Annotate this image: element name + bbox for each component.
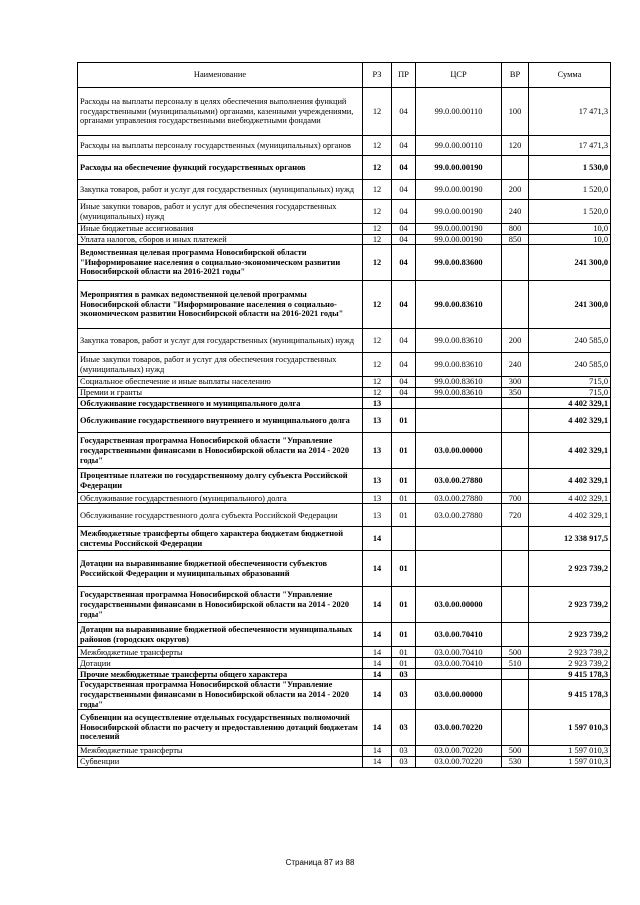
cell-name: Государственная программа Новосибирской области "Управление государственными финансами в Новосибирской области на 2014 - 2020 годы": [78, 433, 363, 469]
cell-name: Межбюджетные трансферты: [78, 647, 363, 658]
cell-rz: 13: [363, 493, 392, 504]
table-row: [78, 234, 611, 245]
cell-sum: 1 597 010,3: [529, 710, 611, 746]
cell-name: Обслуживание государственного долга субъекта Российской Федерации: [78, 504, 363, 527]
cell-rz: 12: [363, 329, 392, 353]
cell-pr: 01: [392, 469, 416, 493]
cell-rz: 12: [363, 180, 392, 200]
cell-rz: 14: [363, 680, 392, 710]
table-row: [78, 551, 611, 587]
table-row: [78, 224, 611, 235]
header-pr: ПР: [392, 63, 416, 88]
cell-csr: 99.0.00.83610: [416, 329, 502, 353]
cell-rz: 13: [363, 504, 392, 527]
cell-pr: 04: [392, 281, 416, 329]
cell-rz: 14: [363, 623, 392, 647]
cell-name: Расходы на выплаты персоналу государственных (муниципальных) органов: [78, 136, 363, 156]
cell-vr: 240: [502, 200, 529, 224]
cell-vr: 120: [502, 136, 529, 156]
cell-sum: 240 585,0: [529, 353, 611, 377]
cell-sum: 2 923 739,2: [529, 587, 611, 623]
cell-sum: 715,0: [529, 387, 611, 398]
cell-name: Дотации на выравнивание бюджетной обеспеченности субъектов Российской Федерации и муниципальных образований: [78, 551, 363, 587]
cell-vr: 700: [502, 493, 529, 504]
cell-sum: 240 585,0: [529, 329, 611, 353]
cell-pr: 04: [392, 377, 416, 388]
cell-pr: 04: [392, 234, 416, 245]
table-row: [78, 433, 611, 469]
cell-name: Иные бюджетные ассигнования: [78, 224, 363, 235]
cell-pr: 03: [392, 710, 416, 746]
cell-rz: 14: [363, 587, 392, 623]
cell-name: Иные закупки товаров, работ и услуг для обеспечения государственных (муниципальных) нужд: [78, 200, 363, 224]
cell-csr: 99.0.00.83610: [416, 353, 502, 377]
cell-vr: [502, 680, 529, 710]
budget-table: [77, 62, 611, 768]
cell-csr: 03.0.00.70220: [416, 757, 502, 768]
cell-csr: [416, 527, 502, 551]
cell-rz: 14: [363, 551, 392, 587]
cell-vr: 300: [502, 377, 529, 388]
cell-sum: 1 597 010,3: [529, 757, 611, 768]
header-csr: ЦСР: [416, 63, 502, 88]
cell-pr: 04: [392, 136, 416, 156]
cell-name: Социальное обеспечение и иные выплаты населению: [78, 377, 363, 388]
table-row: [78, 180, 611, 200]
table-row: [78, 200, 611, 224]
table-row: [78, 409, 611, 433]
cell-name: Государственная программа Новосибирской области "Управление государственными финансами в Новосибирской области на 2014 - 2020 годы": [78, 587, 363, 623]
cell-rz: 12: [363, 200, 392, 224]
cell-rz: 12: [363, 224, 392, 235]
cell-csr: 99.0.00.83610: [416, 387, 502, 398]
cell-pr: 03: [392, 757, 416, 768]
cell-name: Мероприятия в рамках ведомственной целевой программы Новосибирской области "Информирование населения о социально-экономическом развитии Новосибирской области на 2016-2021 годы": [78, 281, 363, 329]
cell-vr: 510: [502, 658, 529, 669]
table-row: [78, 647, 611, 658]
cell-csr: 03.0.00.00000: [416, 587, 502, 623]
cell-name: Уплата налогов, сборов и иных платежей: [78, 234, 363, 245]
cell-pr: 01: [392, 551, 416, 587]
cell-sum: 4 402 329,1: [529, 398, 611, 409]
cell-name: Прочие межбюджетные трансферты общего характера: [78, 669, 363, 680]
cell-sum: 4 402 329,1: [529, 469, 611, 493]
table-header-row: [78, 63, 611, 88]
cell-pr: 04: [392, 88, 416, 136]
cell-pr: 01: [392, 623, 416, 647]
cell-sum: 17 471,3: [529, 88, 611, 136]
cell-name: Закупка товаров, работ и услуг для государственных (муниципальных) нужд: [78, 180, 363, 200]
cell-vr: [502, 398, 529, 409]
cell-vr: [502, 551, 529, 587]
table-row: [78, 281, 611, 329]
cell-csr: 03.0.00.27880: [416, 469, 502, 493]
header-vr: ВР: [502, 63, 529, 88]
cell-name: Межбюджетные трансферты: [78, 746, 363, 757]
cell-csr: [416, 398, 502, 409]
cell-vr: 200: [502, 180, 529, 200]
cell-vr: [502, 669, 529, 680]
cell-csr: 99.0.00.00190: [416, 200, 502, 224]
cell-pr: 04: [392, 387, 416, 398]
table-row: [78, 329, 611, 353]
cell-sum: 2 923 739,2: [529, 623, 611, 647]
cell-csr: 99.0.00.83610: [416, 377, 502, 388]
cell-rz: 14: [363, 647, 392, 658]
cell-csr: 99.0.00.83610: [416, 281, 502, 329]
table-row: [78, 493, 611, 504]
cell-rz: 13: [363, 398, 392, 409]
cell-csr: [416, 409, 502, 433]
cell-pr: 01: [392, 658, 416, 669]
cell-name: Иные закупки товаров, работ и услуг для обеспечения государственных (муниципальных) нужд: [78, 353, 363, 377]
cell-sum: 10,0: [529, 224, 611, 235]
cell-sum: 2 923 739,2: [529, 647, 611, 658]
table-row: [78, 387, 611, 398]
cell-csr: 99.0.00.00190: [416, 224, 502, 235]
cell-name: Расходы на выплаты персоналу в целях обеспечения выполнения функций государственными (муниципальными) органами, казенными учреждениями, органами управления государственными внебюджетными фондами: [78, 88, 363, 136]
cell-name: Процентные платежи по государственному долгу субъекта Российской Федерации: [78, 469, 363, 493]
cell-pr: 04: [392, 156, 416, 180]
cell-vr: 240: [502, 353, 529, 377]
cell-name: Обслуживание государственного и муниципального долга: [78, 398, 363, 409]
cell-csr: 03.0.00.27880: [416, 504, 502, 527]
cell-name: Дотации на выравнивание бюджетной обеспеченности муниципальных районов (городских округов): [78, 623, 363, 647]
cell-rz: 12: [363, 387, 392, 398]
cell-csr: 03.0.00.70220: [416, 710, 502, 746]
cell-vr: 530: [502, 757, 529, 768]
cell-pr: 04: [392, 200, 416, 224]
cell-csr: 03.0.00.00000: [416, 680, 502, 710]
cell-rz: 13: [363, 409, 392, 433]
cell-sum: 4 402 329,1: [529, 493, 611, 504]
table-row: [78, 353, 611, 377]
table-row: [78, 757, 611, 768]
cell-rz: 12: [363, 245, 392, 281]
cell-csr: 99.0.00.00190: [416, 156, 502, 180]
cell-name: Дотации: [78, 658, 363, 669]
cell-vr: 100: [502, 88, 529, 136]
cell-pr: 04: [392, 329, 416, 353]
cell-vr: [502, 433, 529, 469]
cell-name: Расходы на обеспечение функций государственных органов: [78, 156, 363, 180]
cell-vr: 350: [502, 387, 529, 398]
cell-vr: [502, 623, 529, 647]
cell-vr: [502, 587, 529, 623]
header-sum: Сумма: [529, 63, 611, 88]
cell-rz: 12: [363, 136, 392, 156]
cell-vr: [502, 469, 529, 493]
cell-sum: 2 923 739,2: [529, 658, 611, 669]
cell-sum: 1 597 010,3: [529, 746, 611, 757]
table-row: [78, 245, 611, 281]
cell-name: Субвенции: [78, 757, 363, 768]
table-row: [78, 156, 611, 180]
cell-sum: 10,0: [529, 234, 611, 245]
cell-csr: 99.0.00.00110: [416, 136, 502, 156]
cell-vr: [502, 409, 529, 433]
cell-csr: 99.0.00.83600: [416, 245, 502, 281]
cell-vr: 500: [502, 647, 529, 658]
cell-vr: 850: [502, 234, 529, 245]
cell-pr: 03: [392, 680, 416, 710]
cell-rz: 13: [363, 433, 392, 469]
cell-sum: 1 530,0: [529, 156, 611, 180]
cell-rz: 14: [363, 757, 392, 768]
cell-rz: 14: [363, 527, 392, 551]
cell-vr: [502, 281, 529, 329]
table-row: [78, 88, 611, 136]
table-row: [78, 136, 611, 156]
table-row: [78, 377, 611, 388]
cell-csr: 03.0.00.70410: [416, 658, 502, 669]
cell-name: Межбюджетные трансферты общего характера бюджетам бюджетной системы Российской Федерации: [78, 527, 363, 551]
cell-rz: 14: [363, 710, 392, 746]
cell-csr: 03.0.00.00000: [416, 433, 502, 469]
cell-pr: 03: [392, 746, 416, 757]
table-row: [78, 658, 611, 669]
cell-csr: 99.0.00.00190: [416, 234, 502, 245]
cell-pr: 01: [392, 647, 416, 658]
cell-sum: 241 300,0: [529, 245, 611, 281]
cell-rz: 14: [363, 658, 392, 669]
cell-sum: 4 402 329,1: [529, 504, 611, 527]
cell-pr: [392, 527, 416, 551]
cell-csr: 03.0.00.70410: [416, 623, 502, 647]
table-row: [78, 669, 611, 680]
cell-rz: 12: [363, 156, 392, 180]
cell-sum: 9 415 178,3: [529, 669, 611, 680]
cell-sum: 1 520,0: [529, 200, 611, 224]
cell-vr: 200: [502, 329, 529, 353]
cell-pr: 01: [392, 504, 416, 527]
cell-pr: 01: [392, 433, 416, 469]
cell-sum: 4 402 329,1: [529, 409, 611, 433]
table-row: [78, 587, 611, 623]
cell-rz: 12: [363, 281, 392, 329]
cell-rz: 12: [363, 88, 392, 136]
cell-csr: 03.0.00.27880: [416, 493, 502, 504]
cell-pr: 03: [392, 669, 416, 680]
page-number: Страница 87 из 88: [285, 858, 355, 867]
cell-name: Государственная программа Новосибирской области "Управление государственными финансами в Новосибирской области на 2014 - 2020 годы": [78, 680, 363, 710]
header-name: Наименование: [78, 63, 363, 88]
cell-vr: 800: [502, 224, 529, 235]
cell-rz: 12: [363, 234, 392, 245]
cell-name: Ведомственная целевая программа Новосибирской области "Информирование населения о социально-экономическом развитии Новосибирской области на 2016-2021 годы": [78, 245, 363, 281]
table-row: [78, 623, 611, 647]
cell-pr: 04: [392, 353, 416, 377]
table-row: [78, 746, 611, 757]
cell-vr: [502, 527, 529, 551]
cell-vr: [502, 710, 529, 746]
cell-rz: 12: [363, 353, 392, 377]
table-row: [78, 710, 611, 746]
cell-csr: 03.0.00.70410: [416, 647, 502, 658]
cell-sum: 715,0: [529, 377, 611, 388]
table-row: [78, 398, 611, 409]
cell-pr: 01: [392, 493, 416, 504]
header-rz: РЗ: [363, 63, 392, 88]
cell-csr: [416, 669, 502, 680]
cell-csr: [416, 551, 502, 587]
cell-name: Обслуживание государственного (муниципального) долга: [78, 493, 363, 504]
cell-vr: 500: [502, 746, 529, 757]
cell-csr: 99.0.00.00110: [416, 88, 502, 136]
table-body: [78, 88, 611, 768]
cell-pr: 04: [392, 245, 416, 281]
cell-csr: 03.0.00.70220: [416, 746, 502, 757]
table-row: [78, 527, 611, 551]
cell-name: Премии и гранты: [78, 387, 363, 398]
cell-pr: 01: [392, 409, 416, 433]
cell-rz: 14: [363, 669, 392, 680]
cell-pr: 04: [392, 180, 416, 200]
cell-sum: 9 415 178,3: [529, 680, 611, 710]
cell-name: Субвенции на осуществление отдельных государственных полномочий Новосибирской области по расчету и предоставлению дотаций бюджетам поселений: [78, 710, 363, 746]
cell-sum: 241 300,0: [529, 281, 611, 329]
cell-sum: 4 402 329,1: [529, 433, 611, 469]
table-row: [78, 680, 611, 710]
cell-pr: 04: [392, 224, 416, 235]
cell-name: Обслуживание государственного внутреннего и муниципального долга: [78, 409, 363, 433]
cell-vr: [502, 156, 529, 180]
cell-sum: 1 520,0: [529, 180, 611, 200]
cell-sum: 2 923 739,2: [529, 551, 611, 587]
cell-rz: 13: [363, 469, 392, 493]
cell-pr: 01: [392, 587, 416, 623]
table-row: [78, 504, 611, 527]
cell-sum: 12 338 917,5: [529, 527, 611, 551]
cell-csr: 99.0.00.00190: [416, 180, 502, 200]
cell-rz: 14: [363, 746, 392, 757]
cell-vr: 720: [502, 504, 529, 527]
cell-name: Закупка товаров, работ и услуг для государственных (муниципальных) нужд: [78, 329, 363, 353]
cell-vr: [502, 245, 529, 281]
cell-pr: [392, 398, 416, 409]
cell-sum: 17 471,3: [529, 136, 611, 156]
cell-rz: 12: [363, 377, 392, 388]
table-row: [78, 469, 611, 493]
